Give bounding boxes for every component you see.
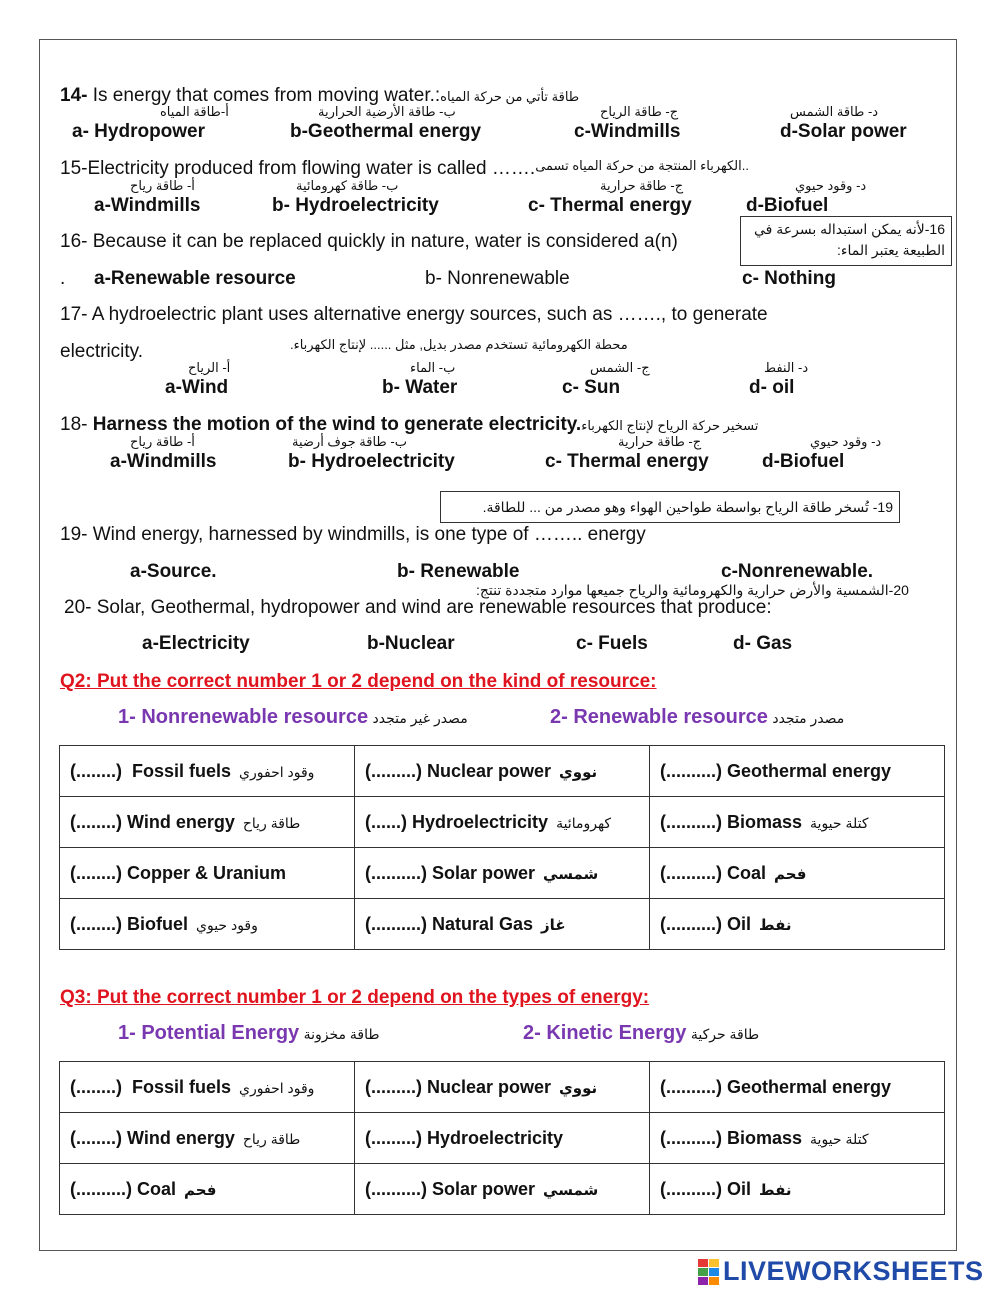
resource-label: Nuclear power bbox=[422, 760, 552, 781]
resource-label: Wind energy bbox=[122, 1127, 235, 1148]
q17-option-b[interactable]: b- Water bbox=[382, 377, 458, 398]
q3-legend-1 bbox=[118, 1022, 380, 1045]
q15-option-d[interactable]: d-Biofuel bbox=[746, 195, 829, 216]
resource-label: Copper & Uranium bbox=[122, 862, 287, 883]
answer-blank[interactable]: (..........) bbox=[660, 811, 722, 832]
answer-blank[interactable]: (..........) bbox=[365, 1178, 427, 1199]
question-17-line2: electricity. bbox=[60, 341, 144, 362]
resource-arabic: نفط bbox=[759, 1181, 792, 1199]
answer-blank[interactable]: (..........) bbox=[365, 913, 427, 934]
answer-blank[interactable]: (.........) bbox=[365, 1076, 422, 1097]
q2-cell bbox=[355, 899, 650, 950]
resource-arabic: شمسي bbox=[543, 865, 599, 883]
q17-option-d-arabic: د- النفط bbox=[764, 360, 809, 375]
answer-blank[interactable]: (.........) bbox=[365, 1127, 422, 1148]
q2-cell bbox=[60, 899, 355, 950]
q3-legend-1-arabic: طاقة مخزونة bbox=[303, 1026, 380, 1042]
resource-label: Geothermal energy bbox=[722, 1076, 892, 1097]
q14-option-d[interactable]: d-Solar power bbox=[780, 121, 907, 142]
resource-label: Coal bbox=[132, 1178, 177, 1199]
resource-label: Biomass bbox=[722, 811, 803, 832]
q3-cell bbox=[355, 1113, 650, 1164]
q19-option-b[interactable]: b- Renewable bbox=[397, 561, 520, 582]
resource-arabic: طاقة رياح bbox=[242, 814, 301, 831]
resource-arabic: كتلة حيوية bbox=[810, 1130, 869, 1147]
answer-blank[interactable]: (..........) bbox=[660, 862, 722, 883]
question-15-text: 15-Electricity produced from flowing water is called ……. bbox=[60, 158, 536, 179]
resource-label: Geothermal energy bbox=[722, 760, 892, 781]
q3-table bbox=[59, 1061, 945, 1215]
q2-legend-2-arabic: مصدر متجدد bbox=[772, 710, 845, 726]
resource-arabic: طاقة رياح bbox=[242, 1130, 301, 1147]
q17-option-d[interactable]: d- oil bbox=[749, 377, 795, 398]
q2-heading: Q2: Put the correct number 1 or 2 depend on the kind of resource: bbox=[60, 671, 657, 692]
q3-legend-1-label: 1- Potential Energy bbox=[118, 1022, 300, 1044]
q14-option-a[interactable]: a- Hydropower bbox=[72, 121, 206, 142]
resource-label: Hydroelectricity bbox=[422, 1127, 564, 1148]
q18-option-d[interactable]: d-Biofuel bbox=[762, 451, 845, 472]
question-17-line1: 17- A hydroelectric plant uses alternative energy sources, such as ……., to generate bbox=[60, 304, 768, 325]
resource-label: Biofuel bbox=[122, 913, 188, 934]
q20-option-d[interactable]: d- Gas bbox=[733, 633, 793, 654]
q3-cell bbox=[60, 1164, 355, 1215]
q3-legend-2 bbox=[523, 1022, 759, 1045]
q18-option-d-arabic: د- وقود حيوي bbox=[810, 434, 882, 449]
liveworksheets-logo-text: LIVEWORKSHEETS bbox=[723, 1256, 984, 1286]
question-16-arabic-box: 16-لأنه يمكن استبداله بسرعة في الطبيعة يعتبر الماء: bbox=[740, 216, 952, 266]
q18-option-c[interactable]: c- Thermal energy bbox=[545, 451, 709, 472]
q15-option-b-arabic: ب- طاقة كهرومائية bbox=[296, 178, 399, 193]
q18-option-a[interactable]: a-Windmills bbox=[110, 451, 217, 472]
answer-blank[interactable]: (..........) bbox=[70, 1178, 132, 1199]
q2-row bbox=[60, 899, 945, 950]
question-18 bbox=[60, 414, 758, 436]
resource-arabic: شمسي bbox=[543, 1181, 599, 1199]
q15-option-a[interactable]: a-Windmills bbox=[94, 195, 201, 216]
answer-blank[interactable]: (........) bbox=[70, 1127, 122, 1148]
resource-arabic: نووي bbox=[559, 763, 598, 781]
q3-row bbox=[60, 1062, 945, 1113]
resource-arabic: كتلة حيوية bbox=[810, 814, 869, 831]
question-18-number: 18- bbox=[60, 414, 88, 435]
q2-cell bbox=[60, 746, 355, 797]
q14-option-a-arabic: أ-طاقة المياه bbox=[160, 104, 229, 119]
resource-label: Oil bbox=[722, 1178, 752, 1199]
q17-option-a-arabic: أ- الرياح bbox=[188, 360, 231, 375]
q15-option-d-arabic: د- وقود حيوي bbox=[795, 178, 867, 193]
q3-cell bbox=[650, 1062, 945, 1113]
question-16-text: 16- Because it can be replaced quickly in nature, water is considered a(n) bbox=[60, 231, 678, 252]
question-18-arabic: تسخير حركة الرياح لإنتاج الكهرباء bbox=[581, 418, 759, 433]
question-16-dot: . bbox=[60, 268, 66, 289]
resource-label: Hydroelectricity bbox=[407, 811, 549, 832]
answer-blank[interactable]: (..........) bbox=[660, 913, 722, 934]
q19-option-c[interactable]: c-Nonrenewable. bbox=[721, 561, 874, 582]
q2-cell bbox=[355, 797, 650, 848]
q2-cell bbox=[650, 848, 945, 899]
q14-option-c[interactable]: c-Windmills bbox=[574, 121, 681, 142]
question-15-arabic: ..الكهرباء المنتجة من حركة المياه تسمى bbox=[535, 158, 749, 173]
q3-cell bbox=[650, 1113, 945, 1164]
resource-label: Coal bbox=[722, 862, 767, 883]
resource-arabic: وقود احفوري bbox=[239, 763, 315, 780]
q16-option-c[interactable]: c- Nothing bbox=[742, 268, 836, 289]
answer-blank[interactable]: (......) bbox=[365, 811, 407, 832]
answer-blank[interactable]: (..........) bbox=[365, 862, 427, 883]
q2-cell bbox=[355, 746, 650, 797]
question-20-text: 20- Solar, Geothermal, hydropower and wind are renewable resources that produce: bbox=[64, 597, 772, 618]
resource-label: Solar power bbox=[427, 862, 536, 883]
answer-blank[interactable]: (..........) bbox=[660, 1178, 722, 1199]
q2-legend-2 bbox=[550, 706, 844, 729]
q17-option-c-arabic: ج- الشمس bbox=[590, 360, 650, 375]
resource-arabic: نفط bbox=[759, 916, 792, 934]
resource-label: Biomass bbox=[722, 1127, 803, 1148]
q19-option-a[interactable]: a-Source. bbox=[130, 561, 217, 582]
q20-option-a[interactable]: a-Electricity bbox=[142, 633, 250, 654]
q3-cell bbox=[355, 1164, 650, 1215]
q15-option-b[interactable]: b- Hydroelectricity bbox=[272, 195, 439, 216]
q2-cell bbox=[60, 797, 355, 848]
question-14-arabic: طاقة تأتي من حركة المياه bbox=[440, 89, 580, 104]
q3-heading: Q3: Put the correct number 1 or 2 depend on the types of energy: bbox=[60, 987, 650, 1008]
q2-legend-1-arabic: مصدر غير متجدد bbox=[372, 710, 468, 726]
q2-row bbox=[60, 848, 945, 899]
q3-row bbox=[60, 1113, 945, 1164]
resource-label: Fossil fuels bbox=[122, 1076, 232, 1097]
resource-arabic: فحم bbox=[774, 865, 807, 883]
q14-option-b[interactable]: b-Geothermal energy bbox=[290, 121, 482, 142]
resource-label: Fossil fuels bbox=[122, 760, 232, 781]
resource-label: Nuclear power bbox=[422, 1076, 552, 1097]
q17-option-c[interactable]: c- Sun bbox=[562, 377, 621, 398]
q3-cell bbox=[355, 1062, 650, 1113]
q3-cell bbox=[650, 1164, 945, 1215]
resource-arabic: كهرومائية bbox=[556, 814, 612, 831]
answer-blank[interactable]: (.........) bbox=[365, 760, 422, 781]
q20-option-c[interactable]: c- Fuels bbox=[576, 633, 648, 654]
question-17-arabic: محطة الكهرومائية تستخدم مصدر بديل, مثل ...... لإنتاج الكهرباء. bbox=[290, 337, 628, 352]
question-19-text: 19- Wind energy, harnessed by windmills, is one type of …….. energy bbox=[60, 524, 646, 545]
resource-label: Natural Gas bbox=[427, 913, 534, 934]
resource-arabic: وقود حيوي bbox=[196, 916, 258, 933]
q15-option-c-arabic: ج- طاقة حرارية bbox=[600, 178, 684, 193]
resource-arabic: وقود احفوري bbox=[239, 1079, 315, 1096]
question-14-number: 14- bbox=[60, 85, 88, 106]
q2-cell bbox=[650, 899, 945, 950]
q2-legend-1-label: 1- Nonrenewable resource bbox=[118, 706, 369, 728]
question-19-arabic-box: 19- تُسخر طاقة الرياح بواسطة طواحين الهواء وهو مصدر من ... للطاقة. bbox=[440, 491, 900, 523]
q17-option-b-arabic: ب- الماء bbox=[410, 360, 456, 375]
resource-arabic: نووي bbox=[559, 1079, 598, 1097]
answer-blank[interactable]: (..........) bbox=[660, 760, 722, 781]
q2-row bbox=[60, 746, 945, 797]
answer-blank[interactable]: (........) bbox=[70, 760, 122, 781]
answer-blank[interactable]: (..........) bbox=[660, 1076, 722, 1097]
q2-row bbox=[60, 797, 945, 848]
question-15 bbox=[60, 158, 749, 180]
q16-option-a[interactable]: a-Renewable resource bbox=[94, 268, 296, 289]
q2-legend-2-label: 2- Renewable resource bbox=[550, 706, 768, 728]
q3-legend-2-label: 2- Kinetic Energy bbox=[523, 1022, 687, 1044]
q3-row bbox=[60, 1164, 945, 1215]
liveworksheets-logo-icon bbox=[698, 1259, 719, 1285]
q2-table bbox=[59, 745, 945, 950]
q3-cell bbox=[60, 1062, 355, 1113]
q2-cell bbox=[650, 746, 945, 797]
answer-blank[interactable]: (........) bbox=[70, 811, 122, 832]
q17-option-a[interactable]: a-Wind bbox=[165, 377, 229, 398]
q15-option-c[interactable]: c- Thermal energy bbox=[528, 195, 692, 216]
resource-label: Solar power bbox=[427, 1178, 536, 1199]
q18-option-c-arabic: ج- طاقة حرارية bbox=[618, 434, 702, 449]
q15-option-a-arabic: أ- طاقة رياح bbox=[130, 178, 195, 193]
q3-cell bbox=[60, 1113, 355, 1164]
answer-blank[interactable]: (..........) bbox=[660, 1127, 722, 1148]
q3-legend-2-arabic: طاقة حركية bbox=[690, 1026, 760, 1042]
q14-option-b-arabic: ب- طاقة الأرضية الحرارية bbox=[318, 104, 456, 119]
q20-option-b[interactable]: b-Nuclear bbox=[367, 633, 455, 654]
q2-legend-1 bbox=[118, 706, 468, 729]
q18-option-b-arabic: ب- طاقة جوف أرضية bbox=[292, 434, 407, 449]
answer-blank[interactable]: (........) bbox=[70, 862, 122, 883]
question-18-text: Harness the motion of the wind to generate electricity. bbox=[87, 414, 582, 435]
resource-arabic: فحم bbox=[184, 1181, 217, 1199]
answer-blank[interactable]: (........) bbox=[70, 1076, 122, 1097]
question-20-arabic: 20-الشمسية والأرض حرارية والكهرومائية والرياح جميعها موارد متجددة تنتج: bbox=[476, 582, 909, 598]
q2-cell bbox=[355, 848, 650, 899]
liveworksheets-logo[interactable] bbox=[698, 1256, 984, 1287]
resource-arabic: غاز bbox=[541, 916, 566, 934]
resource-label: Oil bbox=[722, 913, 752, 934]
q18-option-a-arabic: أ- طاقة رياح bbox=[130, 434, 195, 449]
answer-blank[interactable]: (........) bbox=[70, 913, 122, 934]
resource-label: Wind energy bbox=[122, 811, 235, 832]
q2-cell bbox=[650, 797, 945, 848]
q2-cell bbox=[60, 848, 355, 899]
q16-option-b[interactable] bbox=[425, 268, 570, 290]
q16-option-b-label: b- Nonrenewable bbox=[425, 268, 570, 289]
q14-option-d-arabic: د- طاقة الشمس bbox=[790, 104, 879, 119]
q18-option-b[interactable]: b- Hydroelectricity bbox=[288, 451, 455, 472]
q14-option-c-arabic: ج- طاقة الرياح bbox=[600, 104, 679, 119]
question-14-text: Is energy that comes from moving water.: bbox=[87, 85, 441, 106]
